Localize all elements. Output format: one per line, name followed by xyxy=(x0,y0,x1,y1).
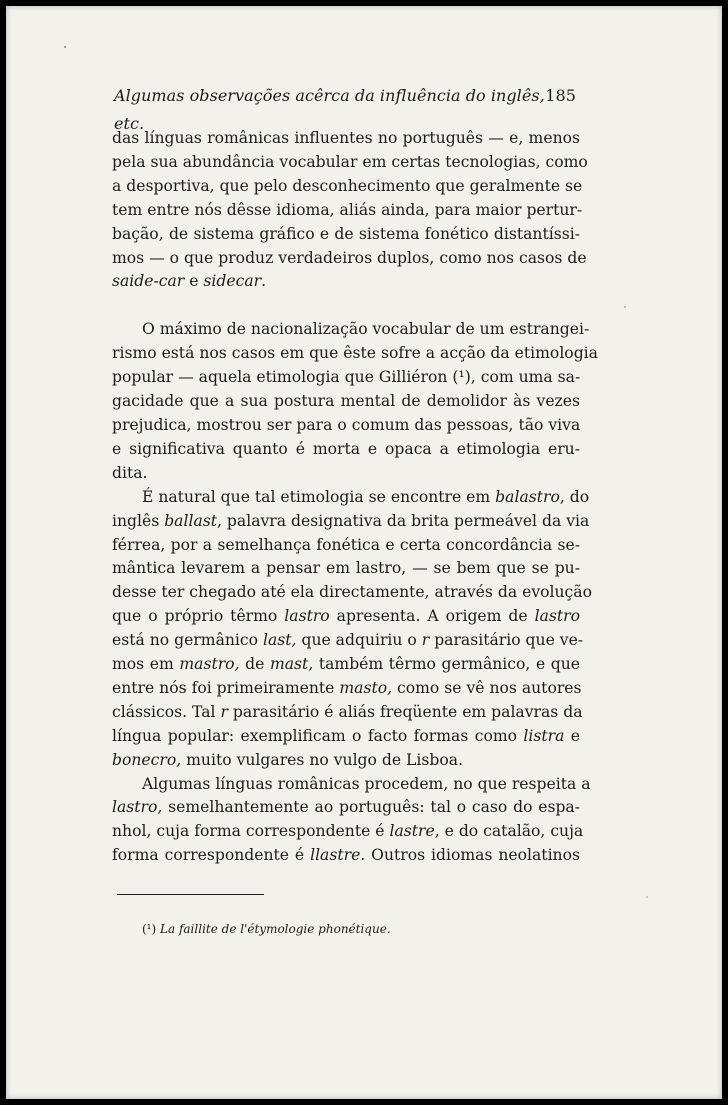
italic-term: llastre. xyxy=(310,846,366,865)
paragraph xyxy=(112,318,598,485)
text-line xyxy=(112,510,590,534)
italic-term: last, xyxy=(263,631,297,650)
italic-term: mast, xyxy=(269,655,314,674)
text-line xyxy=(112,749,580,773)
paragraph xyxy=(112,773,591,869)
text-line: popular — aquela etimologia que Gilliéron (¹), com uma sa- xyxy=(112,368,581,387)
text-line xyxy=(112,653,580,677)
text-line: mos — o que produz verdadeiros duplos, como nos casos de xyxy=(112,248,587,267)
text-segment: parasitário que ve- xyxy=(429,631,584,650)
text-segment: , e do catalão, cuja xyxy=(434,822,584,841)
text-segment: É natural que tal etimologia se encontre em xyxy=(142,487,496,506)
text-segment: clássicos. Tal xyxy=(112,702,221,721)
footnote-marker: (¹) xyxy=(142,922,157,936)
text-line xyxy=(112,629,584,653)
text-line: Algumas línguas românicas procedem, no que respeita a xyxy=(142,774,591,793)
text-segment: muito vulgares no vulgo de Lisboa. xyxy=(181,750,464,769)
italic-term: listra xyxy=(523,726,565,745)
dust-speck xyxy=(624,306,626,308)
dust-speck xyxy=(64,46,66,48)
footnote-rule xyxy=(117,894,264,895)
italic-term: lastro, xyxy=(112,798,163,817)
text-segment: semelhantemente ao português: tal o caso do espa- xyxy=(162,798,580,817)
scanned-page xyxy=(6,6,722,1099)
text-line xyxy=(112,725,580,749)
text-segment: forma correspondente é xyxy=(112,846,311,865)
text-segment: que adquiriu o xyxy=(296,631,422,650)
italic-term: lastro xyxy=(534,607,580,626)
paragraph xyxy=(112,486,592,773)
text-segment: mos em xyxy=(112,655,180,674)
text-line xyxy=(112,605,580,629)
text-line: dita. xyxy=(112,463,148,482)
text-segment: língua popular: exemplificam o facto formas como xyxy=(112,726,524,745)
dust-speck xyxy=(646,896,648,898)
text-line: desse ter chegado até ela directamente, através da evolução xyxy=(112,583,592,602)
text-segment: , do xyxy=(559,487,590,506)
footnote xyxy=(142,920,391,938)
italic-term: mastro, xyxy=(179,655,240,674)
text-segment: apresenta. A origem de xyxy=(329,607,535,626)
italic-term: sidecar xyxy=(203,272,262,291)
text-line: pela sua abundância vocabular em certas tecnologias, como xyxy=(112,152,588,171)
italic-term: masto, xyxy=(339,678,393,697)
text-line: O máximo de nacionalização vocabular de um estrangei- xyxy=(142,320,590,339)
text-line: rismo está nos casos em que êste sofre a acção da etimologia xyxy=(112,344,598,363)
text-segment: como se vê nos autores xyxy=(392,678,582,697)
text-line: das línguas românicas influentes no português — e, menos xyxy=(112,129,580,147)
italic-term: ballast xyxy=(164,511,218,530)
text-segment: e xyxy=(564,726,580,745)
italic-term: r xyxy=(421,631,430,650)
italic-term: balastro xyxy=(495,487,560,506)
text-line xyxy=(112,701,583,725)
text-line: a desportiva, que pelo desconhecimento que geralmente se xyxy=(112,176,583,195)
text-segment: de xyxy=(239,655,270,674)
text-line xyxy=(112,270,580,294)
text-segment: também têrmo germânico, e que xyxy=(313,655,581,674)
italic-term: lastro xyxy=(284,607,330,626)
text-line: tem entre nós dêsse idioma, aliás ainda, para maior pertur- xyxy=(112,200,583,219)
body-text xyxy=(112,127,598,868)
page-number: 185 xyxy=(545,86,576,105)
italic-term: r xyxy=(220,702,228,721)
text-segment: . xyxy=(261,272,267,291)
text-line: bação, de sistema gráfico e de sistema fonético distantíssi- xyxy=(112,224,580,243)
text-line: prejudica, mostrou ser para o comum das pessoas, tão viva xyxy=(112,415,581,434)
text-line xyxy=(112,820,584,844)
text-segment: parasitário é aliás freqüente em palavras da xyxy=(227,702,583,721)
text-line: mântica levarem a pensar em lastro, — se bem que se pu- xyxy=(112,559,580,578)
text-segment: está no germânico xyxy=(112,631,263,650)
text-segment: , palavra designativa da brita permeável da via xyxy=(217,511,590,530)
running-head-title: Algumas observações acêrca da influência do inglês, etc. xyxy=(114,86,545,133)
text-line xyxy=(112,677,580,701)
footnote-text: La faillite de l'étymologie phonétique. xyxy=(160,922,391,936)
text-line: e significativa quanto é morta e opaca a etimologia eru- xyxy=(112,439,580,458)
paragraph xyxy=(112,127,588,294)
text-segment: e xyxy=(184,272,204,291)
text-line: férrea, por a semelhança fonética e certa concordância se- xyxy=(112,535,580,554)
text-segment: que o próprio têrmo xyxy=(112,607,285,626)
text-line xyxy=(112,844,580,868)
text-segment: inglês xyxy=(112,511,165,530)
text-segment: nhol, cuja forma correspondente é xyxy=(112,822,390,841)
running-head xyxy=(114,82,576,133)
text-segment: entre nós foi primeiramente xyxy=(112,678,340,697)
text-line: gacidade que a sua postura mental de demolidor às vezes xyxy=(112,392,580,411)
italic-term: bonecro, xyxy=(112,750,182,769)
text-line xyxy=(112,486,590,510)
text-line xyxy=(112,796,580,820)
italic-term: lastre xyxy=(389,822,435,841)
italic-term: saide-car xyxy=(112,272,185,291)
text-segment: Outros idiomas neolatinos xyxy=(365,846,580,865)
